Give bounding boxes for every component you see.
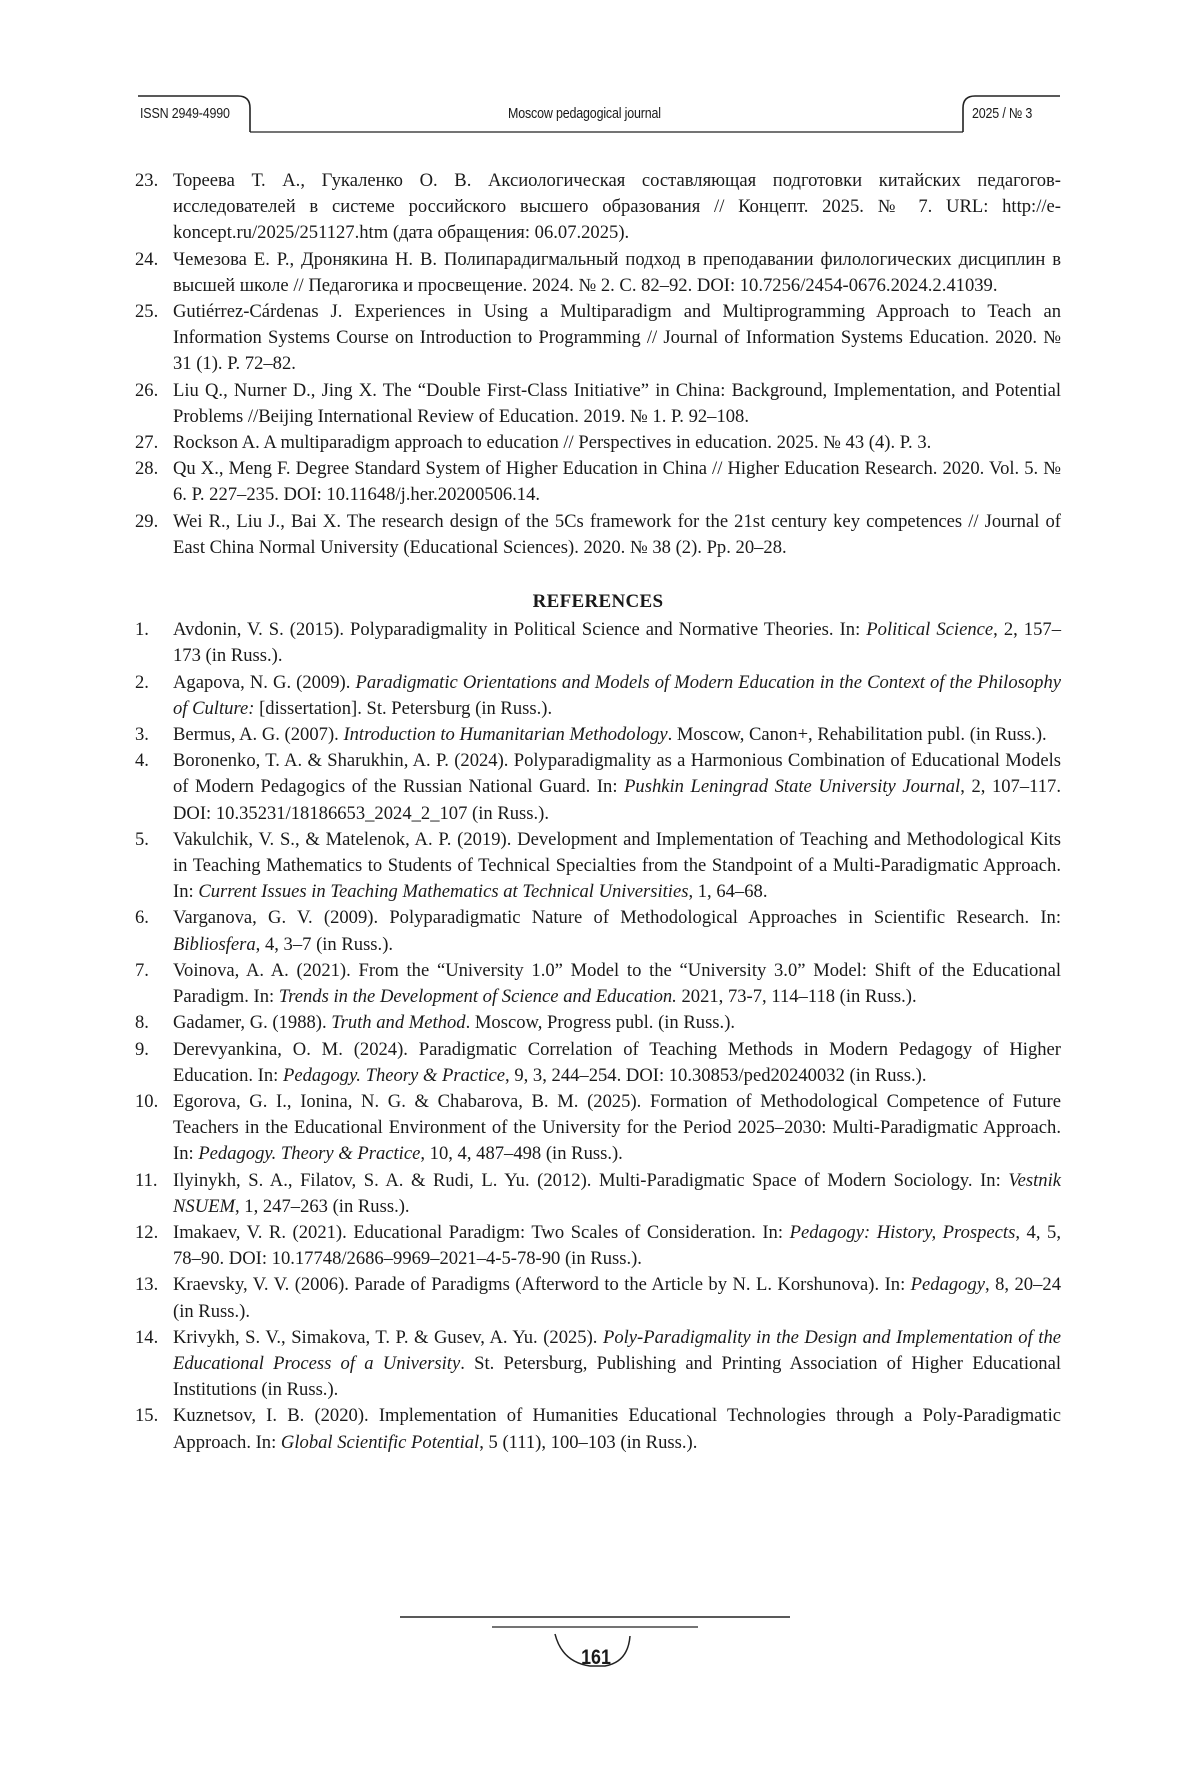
reference-number: 7.	[135, 958, 173, 1010]
reference-source-title: Pedagogy. Theory & Practice	[283, 1065, 505, 1086]
reference-text-plain: Avdonin, V. S. (2015). Polyparadigmality in Political Science and Normative Theories. In:	[173, 619, 866, 640]
reference-source-title: Political Sci­ence	[866, 619, 993, 640]
reference-entry	[135, 1037, 1061, 1089]
reference-text	[173, 617, 1061, 669]
reference-text-plain: , 10, 4, 487–498 (in Russ.).	[420, 1143, 622, 1164]
english-references	[135, 617, 1061, 1456]
reference-text	[173, 1272, 1061, 1324]
reference-source-title: Introduction to Humanitarian Methodology	[343, 724, 667, 745]
reference-text-plain: , 4, 5, 78–90. DOI: 10.17748/2686–9969–2021–4-5-78-90 (in Russ.).	[173, 1222, 1061, 1269]
reference-text-plain: , 9, 3, 244–254. DOI: 10.30853/ped20240032 (in Russ.).	[505, 1065, 926, 1086]
reference-text	[173, 905, 1061, 957]
reference-number: 8.	[135, 1010, 173, 1036]
reference-source-title: Poly-Paradigmality in the Design and Implemen­tation of the Educational Process of a University	[173, 1327, 1061, 1374]
reference-source-title: Paradigmatic Orientations and Models of Modern Education in the Context of the Philosophy of Culture:	[173, 672, 1061, 719]
reference-text-plain: 2021, 73-7, 114–118 (in Russ.).	[677, 986, 917, 1007]
reference-number: 11.	[135, 1168, 173, 1220]
reference-text: Rockson A. A multiparadigm approach to education // Perspectives in education. 2025. № 43 (4). P. 3.	[173, 430, 1061, 456]
reference-entry	[135, 722, 1061, 748]
reference-source-title: Bibliosfera	[173, 934, 256, 955]
reference-number: 26.	[135, 378, 173, 430]
reference-text-plain: . Moscow, Progress publ. (in Russ.).	[466, 1012, 735, 1033]
reference-number: 5.	[135, 827, 173, 906]
reference-text-plain: Imakaev, V. R. (2021). Educational Paradigm: Two Scales of Consideration. In:	[173, 1222, 790, 1243]
reference-text-plain: , 2, 157–173 (in Russ.).	[173, 619, 1061, 666]
reference-number: 14.	[135, 1325, 173, 1404]
reference-text-plain: . Moscow, Canon+, Rehabilita­tion publ. (in Russ.).	[668, 724, 1047, 745]
reference-entry	[135, 168, 1061, 247]
reference-entry	[135, 378, 1061, 430]
reference-entry	[135, 247, 1061, 299]
reference-text: Liu Q., Nurner D., Jing X. The “Double First-Class Initiative” in China: Background, Implementation, and Potential Problems //Beijing International Review of Education. 2019. № 1. P. 92–108.	[173, 378, 1061, 430]
running-header	[0, 0, 1200, 140]
reference-number: 2.	[135, 670, 173, 722]
reference-text: Чемезова Е. Р., Дронякина Н. В. Полипарадигмальный подход в преподавании филологи­ческих дисциплин в высшей школе // Педагогика и просвещение. 2024. № 2. С. 82–92. DOI: 10.7256/2454-0676.2024.2.41039.	[173, 247, 1061, 299]
reference-number: 23.	[135, 168, 173, 247]
page-footer	[0, 1600, 1200, 1680]
reference-text-plain: Kuznetsov, I. B. (2020). Implementation of Humanities Educational Technologies through a Poly-Par­adigmatic Approach. In:	[173, 1405, 1061, 1452]
reference-entry	[135, 456, 1061, 508]
issn-label: ISSN 2949-4990	[140, 106, 230, 122]
reference-number: 1.	[135, 617, 173, 669]
reference-entry	[135, 509, 1061, 561]
reference-text-plain: , 1, 247–263 (in Russ.).	[235, 1196, 410, 1217]
reference-number: 4.	[135, 748, 173, 827]
reference-number: 3.	[135, 722, 173, 748]
reference-number: 24.	[135, 247, 173, 299]
reference-number: 13.	[135, 1272, 173, 1324]
reference-source-title: Global Scientific Potential	[281, 1432, 479, 1453]
reference-text	[173, 670, 1061, 722]
reference-entry	[135, 1272, 1061, 1324]
reference-entry	[135, 670, 1061, 722]
reference-entry	[135, 1010, 1061, 1036]
reference-text	[173, 1168, 1061, 1220]
reference-source-title: Ped­agogy	[911, 1274, 985, 1295]
reference-entry	[135, 1325, 1061, 1404]
reference-number: 27.	[135, 430, 173, 456]
reference-text	[173, 958, 1061, 1010]
reference-number: 12.	[135, 1220, 173, 1272]
reference-text	[173, 1403, 1061, 1455]
reference-text	[173, 1037, 1061, 1089]
reference-text: Wei R., Liu J., Bai X. The research design of the 5Cs framework for the 21st century key competences // Journal of East China Normal University (Educational Sciences). 2020. № 38 (2). Pp. 20–28.	[173, 509, 1061, 561]
issue-label: 2025 / № 3	[972, 106, 1032, 122]
reference-text	[173, 1010, 1061, 1036]
reference-text-plain: [dissertation]. St. Petersburg (in Russ.).	[254, 698, 552, 719]
reference-source-title: Current Issues in Teaching Mathematics at Technical Universities	[198, 881, 688, 902]
reference-entry	[135, 958, 1061, 1010]
reference-entry	[135, 827, 1061, 906]
reference-entry	[135, 1089, 1061, 1168]
references-heading: REFERENCES	[135, 589, 1061, 615]
reference-number: 25.	[135, 299, 173, 378]
reference-entry	[135, 299, 1061, 378]
reference-text-plain: . St. Petersburg, Publishing and Printing Association of Higher Educational Institutions (in Russ.).	[173, 1353, 1061, 1400]
reference-text-plain: Boronenko, T. A. & Sharukhin, A. P. (2024). Polyparadigmality as a Harmonious Combination of Ed­ucational Models of Modern Pedagogics of the Russian National Guard. In:	[173, 750, 1061, 797]
reference-text-plain: , 5 (111), 100–103 (in Russ.).	[479, 1432, 697, 1453]
reference-text-plain: Agapova, N. G. (2009).	[173, 672, 355, 693]
reference-source-title: Pedagogy: History, Prospects	[790, 1222, 1016, 1243]
reference-entry	[135, 430, 1061, 456]
reference-source-title: Trends in the Development of Science and Education.	[279, 986, 677, 1007]
reference-text-plain: Egorova, G. I., Ionina, N. G. & Chabarova, B. M. (2025). Formation of Methodological Competence of Future Teachers in the Educational Environment of the University for the Period 2025–2030: Mul­ti-Paradigmatic Approach. In:	[173, 1091, 1061, 1164]
reference-text	[173, 1089, 1061, 1168]
reference-entry	[135, 1403, 1061, 1455]
reference-number: 9.	[135, 1037, 173, 1089]
reference-text-plain: , 2, 107–117. DOI: 10.35231/18186653_2024_2_107 (in Russ.).	[173, 776, 1061, 823]
reference-number: 10.	[135, 1089, 173, 1168]
reference-source-title: Pushkin Leningrad State University Journal	[624, 776, 960, 797]
reference-entry	[135, 617, 1061, 669]
reference-number: 28.	[135, 456, 173, 508]
reference-text	[173, 722, 1061, 748]
reference-number: 6.	[135, 905, 173, 957]
reference-source-title: Truth and Method	[331, 1012, 465, 1033]
reference-text-plain: , 4, 3–7 (in Russ.).	[256, 934, 393, 955]
reference-text-plain: Vakulchik, V. S., & Matelenok, A. P. (2019). Development and Implementation of Teaching and Meth­odological Kits in Teaching Mathematics to Students of Technical Specialties from the Standpoint of a Multi-Paradigmatic Approach. In:	[173, 829, 1061, 902]
reference-text: Qu X., Meng F. Degree Standard System of Higher Education in China // Higher Education Research. 2020. Vol. 5. № 6. P. 227–235. DOI: 10.11648/j.her.20200506.14.	[173, 456, 1061, 508]
reference-text-plain: Gadamer, G. (1988).	[173, 1012, 331, 1033]
reference-text	[173, 748, 1061, 827]
reference-text	[173, 827, 1061, 906]
reference-text: Gutiérrez-Cárdenas J. Experiences in Using a Multiparadigm and Multiprogramming Approach to Teach an Information Systems Course on Introduction to Programming // Journal of Information Systems Education. 2020. № 31 (1). P. 72–82.	[173, 299, 1061, 378]
reference-text-plain: Kraevsky, V. V. (2006). Parade of Paradigms (Afterword to the Article by N. L. Korshunova). In:	[173, 1274, 911, 1295]
russian-references	[135, 168, 1061, 561]
reference-entry	[135, 905, 1061, 957]
reference-number: 15.	[135, 1403, 173, 1455]
reference-text-plain: Bermus, A. G. (2007).	[173, 724, 343, 745]
journal-title: Moscow pedagogical journal	[508, 106, 661, 122]
page-number: 161	[571, 1646, 622, 1670]
reference-text: Тореева Т. А., Гукаленко О. В. Аксиологическая составляющая подготовки китайских педаго­гов-исследователей в системе российского высшего образования // Концепт. 2025. № 7. URL: http://e-koncept.ru/2025/251127.htm (дата обращения: 06.07.2025).	[173, 168, 1061, 247]
reference-text-plain: Derevyankina, O. M. (2024). Paradigmatic Correlation of Teaching Methods in Modern Pedagogy of Higher Education. In:	[173, 1039, 1061, 1086]
reference-source-title: Vestnik NSUEM	[173, 1170, 1061, 1217]
reference-text-plain: , 1, 64–68.	[688, 881, 767, 902]
reference-text-plain: Varganova, G. V. (2009). Polyparadigmatic Nature of Methodological Approaches in Scientific Re­search. In:	[173, 907, 1061, 928]
reference-text	[173, 1220, 1061, 1272]
reference-entry	[135, 1168, 1061, 1220]
reference-text-plain: Krivykh, S. V., Simakova, T. P. & Gusev, A. Yu. (2025).	[173, 1327, 603, 1348]
reference-text-plain: Ilyinykh, S. A., Filatov, S. A. & Rudi, L. Yu. (2012). Multi-Paradigmatic Space of Modern Sociology. In:	[173, 1170, 1008, 1191]
reference-text-plain: , 8, 20–24 (in Russ.).	[173, 1274, 1061, 1321]
reference-entry	[135, 748, 1061, 827]
reference-list	[135, 168, 1061, 1456]
reference-source-title: Pedagogy. Theory & Practice	[198, 1143, 420, 1164]
reference-text-plain: Voinova, A. A. (2021). From the “University 1.0” Model to the “University 3.0” Model: Shift of the Educational Paradigm. In:	[173, 960, 1061, 1007]
reference-number: 29.	[135, 509, 173, 561]
reference-text	[173, 1325, 1061, 1404]
reference-entry	[135, 1220, 1061, 1272]
